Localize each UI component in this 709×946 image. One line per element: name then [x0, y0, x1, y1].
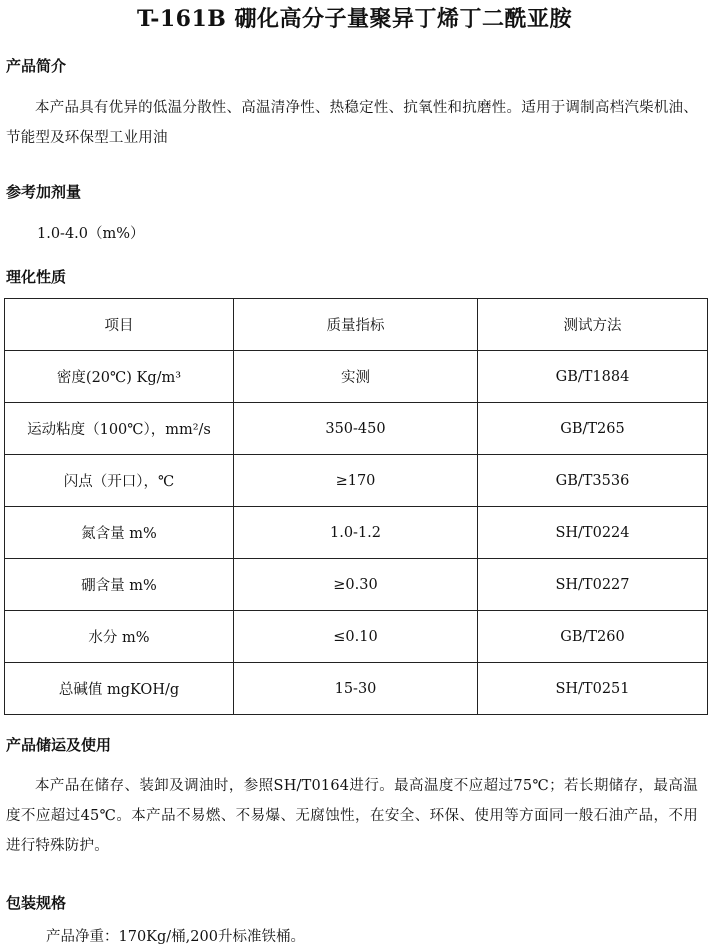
table-row	[5, 611, 708, 663]
header-spec: 质量指标	[234, 299, 478, 351]
table-row	[5, 455, 708, 507]
properties-heading: 理化性质	[6, 268, 67, 286]
dosage-heading: 参考加剂量	[6, 183, 82, 201]
header-method: 测试方法	[478, 299, 708, 351]
intro-heading: 产品简介	[6, 57, 67, 75]
row-spec: ≥0.30	[234, 559, 478, 611]
header-item: 项目	[5, 299, 234, 351]
row-item: 闪点（开口），℃	[5, 455, 234, 507]
table-row	[5, 351, 708, 403]
dosage-text: 1.0-4.0（m%）	[37, 226, 145, 242]
row-method: GB/T260	[478, 611, 708, 663]
properties-table	[4, 298, 708, 715]
row-spec: ≥170	[234, 455, 478, 507]
row-spec: ≤0.10	[234, 611, 478, 663]
row-item: 氮含量 m%	[5, 507, 234, 559]
row-item: 运动粘度（100℃），mm²/s	[5, 403, 234, 455]
document-title: T-161B 硼化高分子量聚异丁烯丁二酰亚胺	[136, 6, 573, 32]
row-spec: 350-450	[234, 403, 478, 455]
storage-text: 本产品在储存、装卸及调油时，参照SH/T0164进行。最高温度不应超过75℃；若长期储存，最高温度不应超过45℃。本产品不易燃、不易爆、无腐蚀性，在安全、环保、使用等方面同一般石油产品，不用进行特殊防护。	[6, 778, 698, 854]
row-spec: 15-30	[234, 663, 478, 715]
row-method: SH/T0227	[478, 559, 708, 611]
row-item: 总碱值 mgKOH/g	[5, 663, 234, 715]
storage-heading: 产品储运及使用	[6, 736, 112, 754]
intro-text: 本产品具有优异的低温分散性、高温清净性、热稳定性、抗氧性和抗磨性。适用于调制高档汽柴机油、节能型及环保型工业用油	[6, 100, 698, 146]
table-row	[5, 663, 708, 715]
row-method: GB/T265	[478, 403, 708, 455]
table-header-row	[5, 299, 708, 351]
row-method: GB/T3536	[478, 455, 708, 507]
packing-heading: 包装规格	[6, 894, 67, 912]
row-method: GB/T1884	[478, 351, 708, 403]
table-row	[5, 403, 708, 455]
table-row	[5, 507, 708, 559]
row-item: 密度(20℃) Kg/m³	[5, 351, 234, 403]
packing-text: 产品净重：170Kg/桶,200升标准铁桶。	[46, 929, 305, 945]
row-item: 硼含量 m%	[5, 559, 234, 611]
row-spec: 实测	[234, 351, 478, 403]
row-method: SH/T0224	[478, 507, 708, 559]
table-row	[5, 559, 708, 611]
row-method: SH/T0251	[478, 663, 708, 715]
row-item: 水分 m%	[5, 611, 234, 663]
row-spec: 1.0-1.2	[234, 507, 478, 559]
